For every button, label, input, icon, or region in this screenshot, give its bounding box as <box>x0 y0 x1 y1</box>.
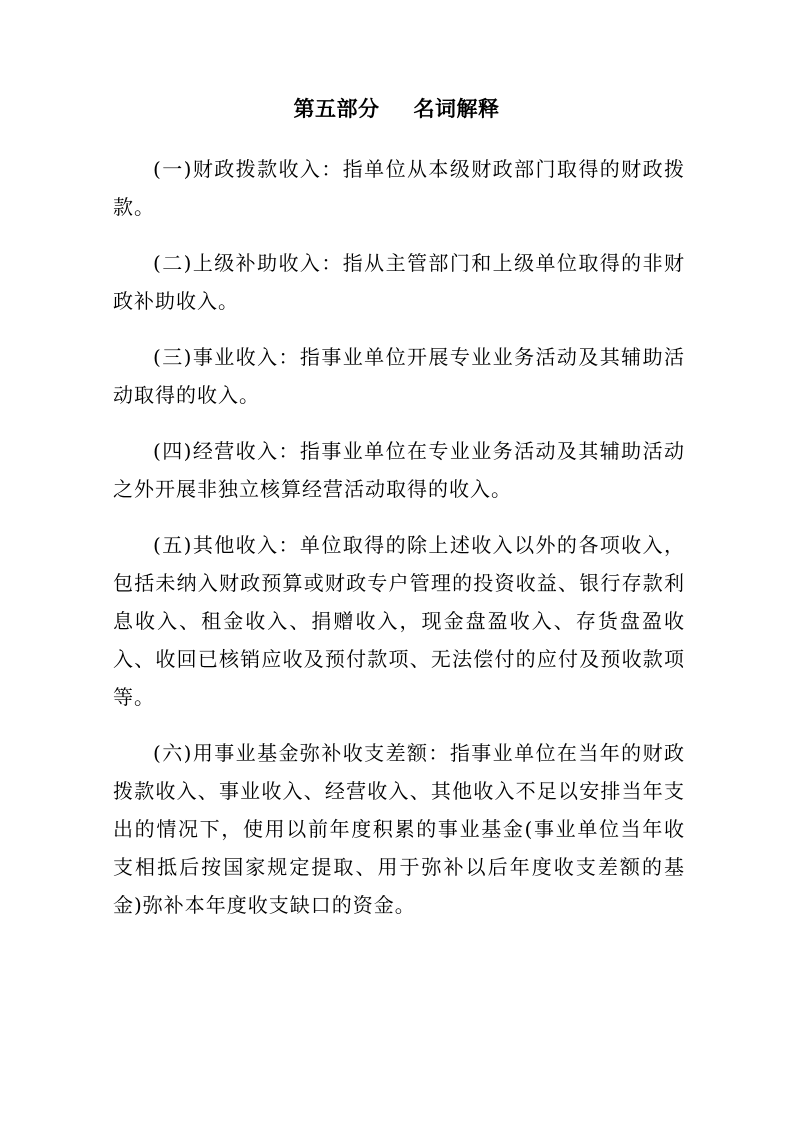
definition-paragraph-6: (六)用事业基金弥补收支差额：指事业单位在当年的财政拨款收入、事业收入、经营收入、其他收入不足以安排当年支出的情况下，使用以前年度积累的事业基金(事业单位当年收支相抵后按国家规定提取、用于弥补以后年度收支差额的基金)弥补本年度收支缺口的资金。 <box>113 741 685 917</box>
definition-paragraph-1: (一)财政拨款收入：指单位从本级财政部门取得的财政拨款。 <box>113 157 685 219</box>
definition-paragraph-3: (三)事业收入：指事业单位开展专业业务活动及其辅助活动取得的收入。 <box>113 345 685 407</box>
definition-paragraph-2: (二)上级补助收入：指从主管部门和上级单位取得的非财政补助收入。 <box>113 251 685 313</box>
title-name: 名词解释 <box>413 97 500 121</box>
title-part: 第五部分 <box>293 97 380 121</box>
definition-paragraph-4: (四)经营收入：指事业单位在专业业务活动及其辅助活动之外开展非独立核算经营活动取得的收入。 <box>113 439 685 501</box>
definition-paragraph-5: (五)其他收入：单位取得的除上述收入以外的各项收入，包括未纳入财政预算或财政专户管理的投资收益、银行存款利息收入、租金收入、捐赠收入，现金盘盈收入、存货盘盈收入、收回已核销应收及预付款项、无法偿付的应付及预收款项等。 <box>113 533 685 709</box>
document-body <box>113 150 685 942</box>
page-title <box>0 94 793 124</box>
